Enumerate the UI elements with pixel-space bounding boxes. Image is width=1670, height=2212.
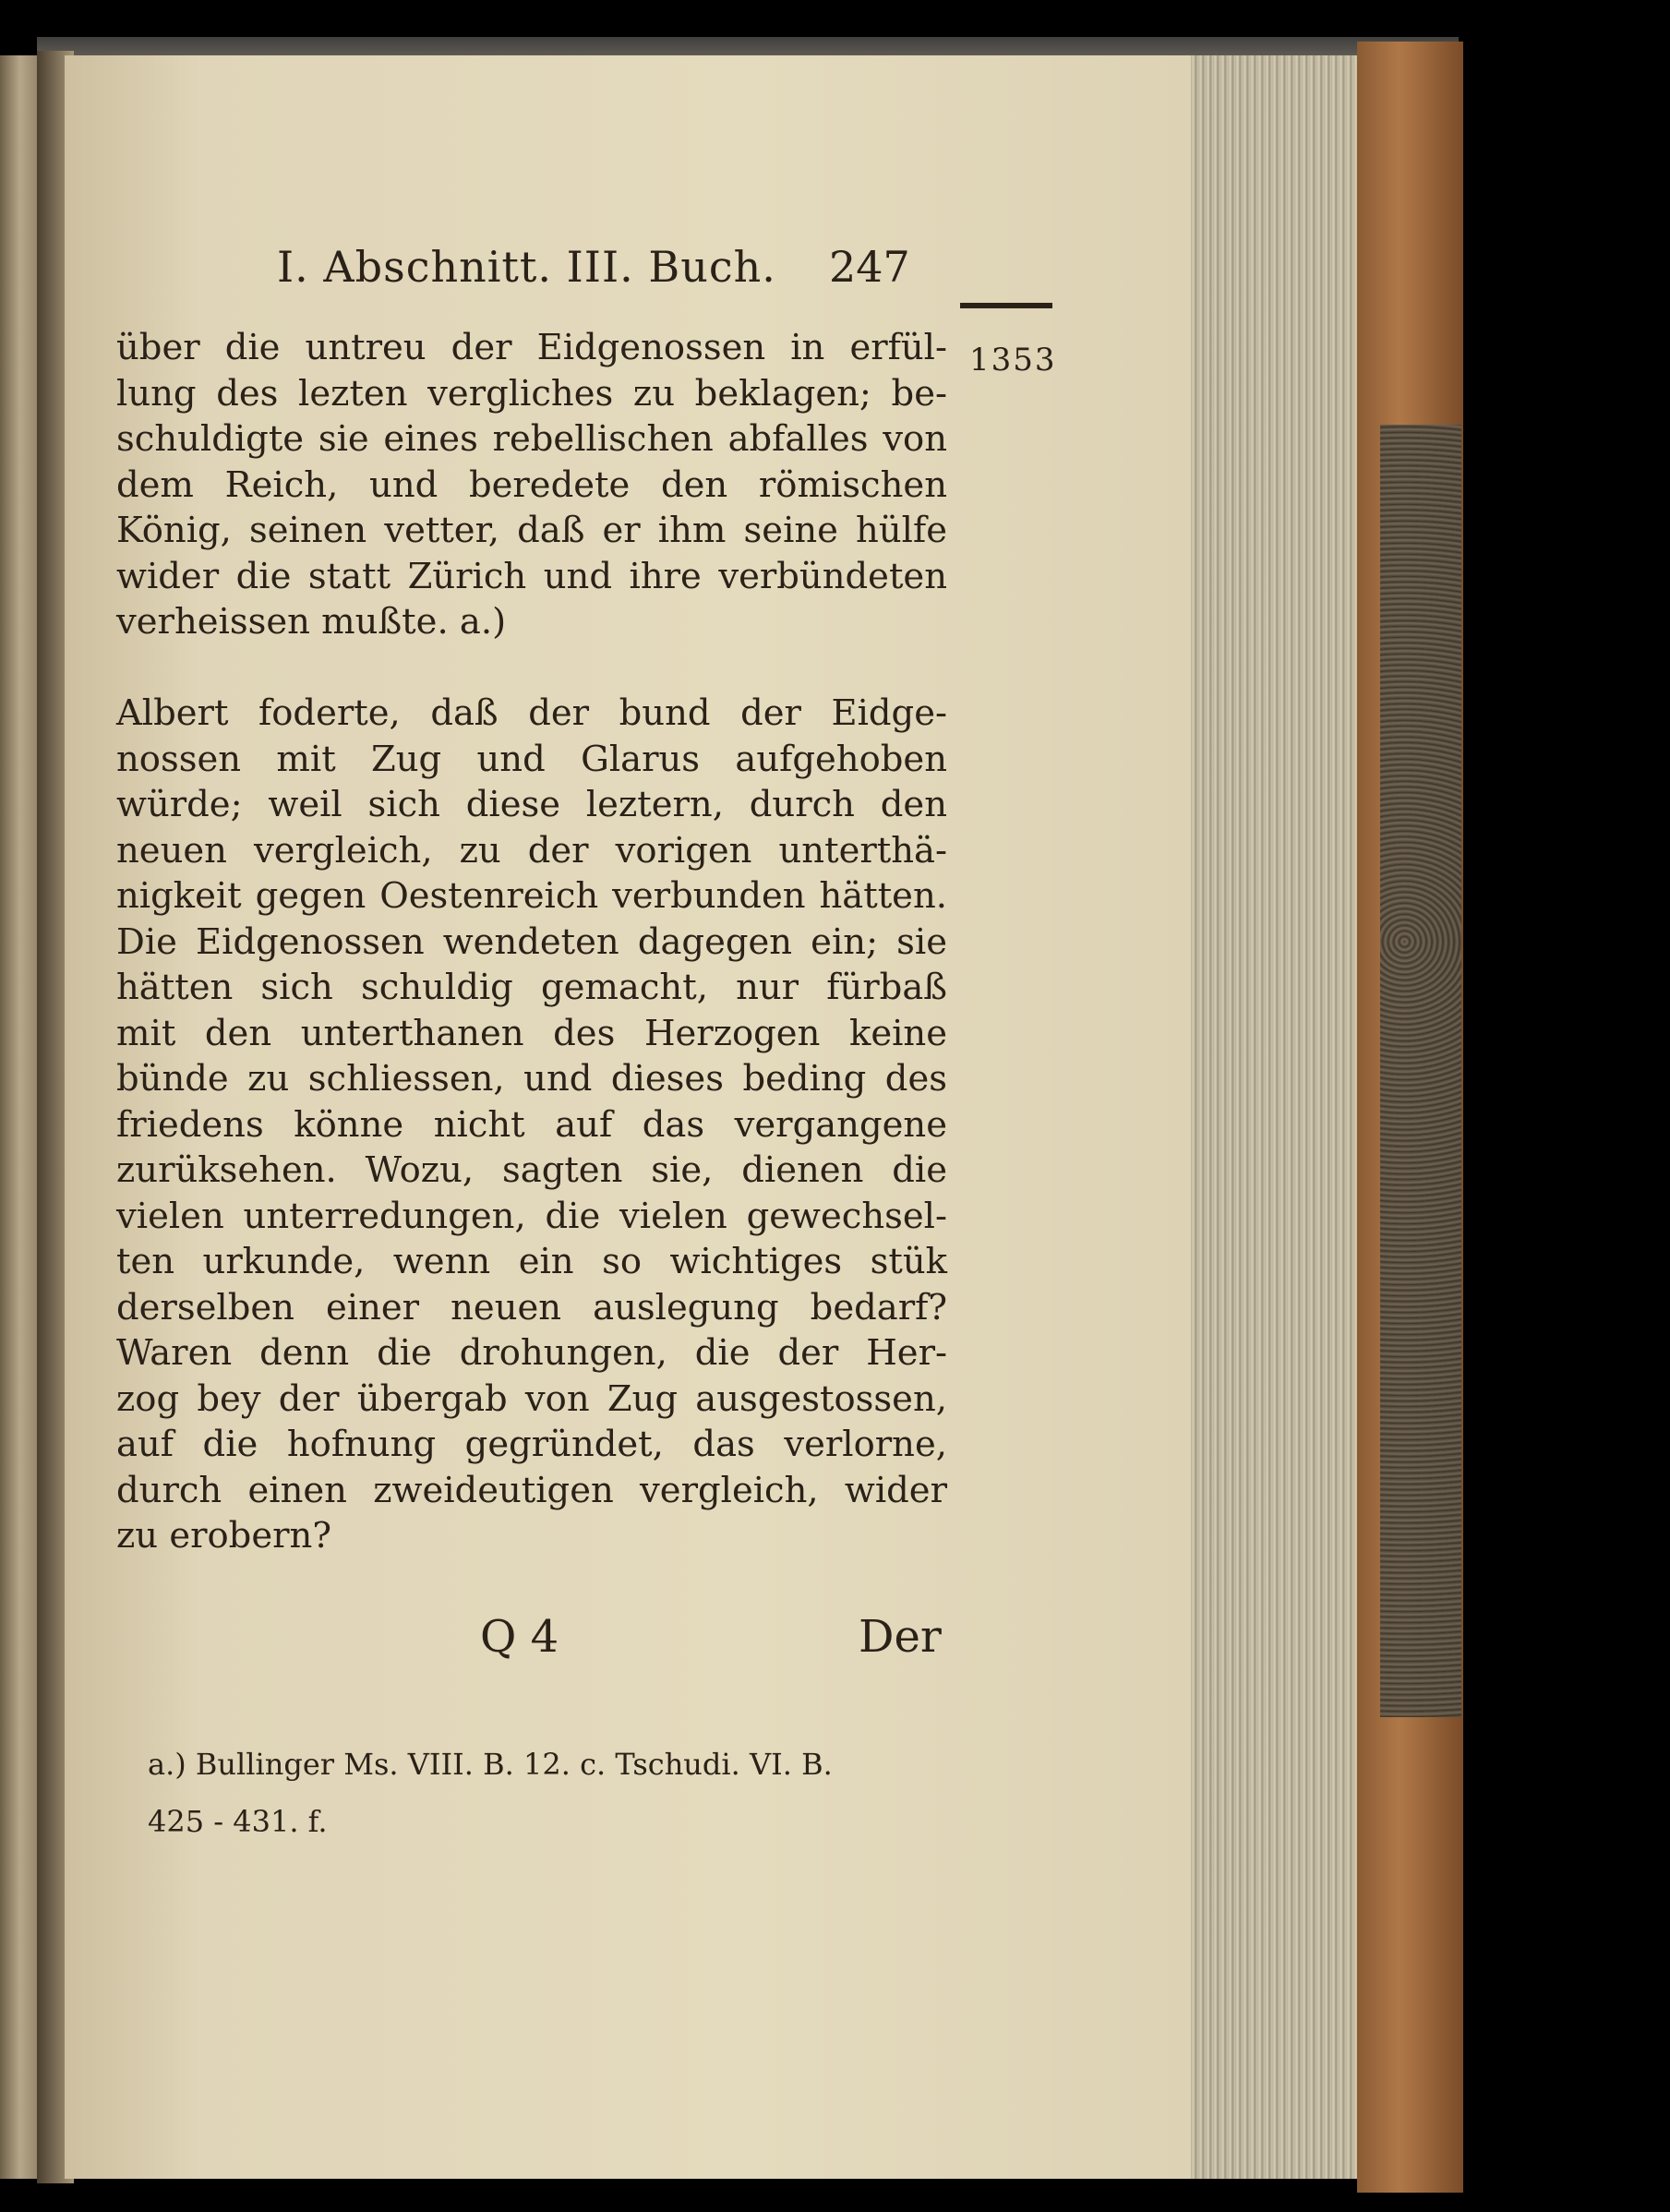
text-line: nossen mit Zug und Glarus aufgehoben <box>116 738 947 780</box>
text-line: zog bey der übergab von Zug ausgestossen, <box>116 1377 947 1420</box>
text-line: Waren denn die drohungen, die der Her- <box>116 1332 947 1374</box>
text-line: König, seinen vetter, daß er ihm seine hülfe <box>116 510 947 551</box>
footnote-line: a.) Bullinger Ms. VIII. B. 12. c. Tschudi. VI. B. <box>148 1747 833 1782</box>
text-line: ten urkunde, wenn ein so wichtiges stük <box>116 1241 947 1282</box>
text-line: derselben einer neuen auslegung bedarf? <box>116 1286 947 1328</box>
text-line: wider die statt Zürich und ihre verbündeten <box>116 555 947 597</box>
text-line: durch einen zweideutigen vergleich, wider <box>116 1469 947 1511</box>
text-line: bünde zu schliessen, und dieses beding des <box>116 1058 947 1100</box>
text-line: verheissen mußte. a.) <box>116 601 507 643</box>
text-line: vielen unterredungen, die vielen gewechsel- <box>116 1195 947 1237</box>
paragraph-1 <box>116 325 947 645</box>
text-line: schuldigte sie eines rebellischen abfalles von <box>116 418 947 460</box>
text-line: auf die hofnung gegründet, das verlorne, <box>116 1424 947 1465</box>
margin-rule <box>960 303 1052 308</box>
text-line: friedens könne nicht auf das vergangene <box>116 1103 947 1146</box>
paragraph-2 <box>116 691 947 1559</box>
text-line: zurüksehen. Wozu, sagten sie, dienen die <box>116 1149 947 1191</box>
text-line: zu erobern? <box>116 1515 331 1557</box>
text-line: lung des lezten vergliches zu beklagen; be- <box>116 372 947 415</box>
text-line: neuen vergleich, zu der vorigen unterthä- <box>116 829 947 872</box>
text-line: über die untreu der Eidgenossen in erfül- <box>116 327 947 368</box>
text-line: hätten sich schuldig gemacht, nur fürbaß <box>116 967 947 1008</box>
text-line: würde; weil sich diese leztern, durch den <box>116 784 947 825</box>
running-head: I. Abschnitt. III. Buch. <box>277 242 776 292</box>
marbled-cover <box>1380 425 1461 1717</box>
text-line: nigkeit gegen Oestenreich verbunden hätten. <box>116 875 947 917</box>
text-line: mit den unterthanen des Herzogen keine <box>116 1012 947 1054</box>
footnote-line: 425 - 431. f. <box>148 1804 328 1839</box>
text-line: Albert foderte, daß der bund der Eidge- <box>116 692 947 734</box>
text-line: Die Eidgenossen wendeten dagegen ein; sie <box>116 920 947 963</box>
signature-mark: Q 4 <box>480 1611 559 1663</box>
text-line: dem Reich, und beredete den römischen <box>116 463 947 506</box>
margin-year: 1353 <box>969 342 1057 379</box>
page-number: 247 <box>829 242 910 292</box>
catchword: Der <box>859 1611 942 1663</box>
page-stack-edges <box>1191 55 1357 2179</box>
